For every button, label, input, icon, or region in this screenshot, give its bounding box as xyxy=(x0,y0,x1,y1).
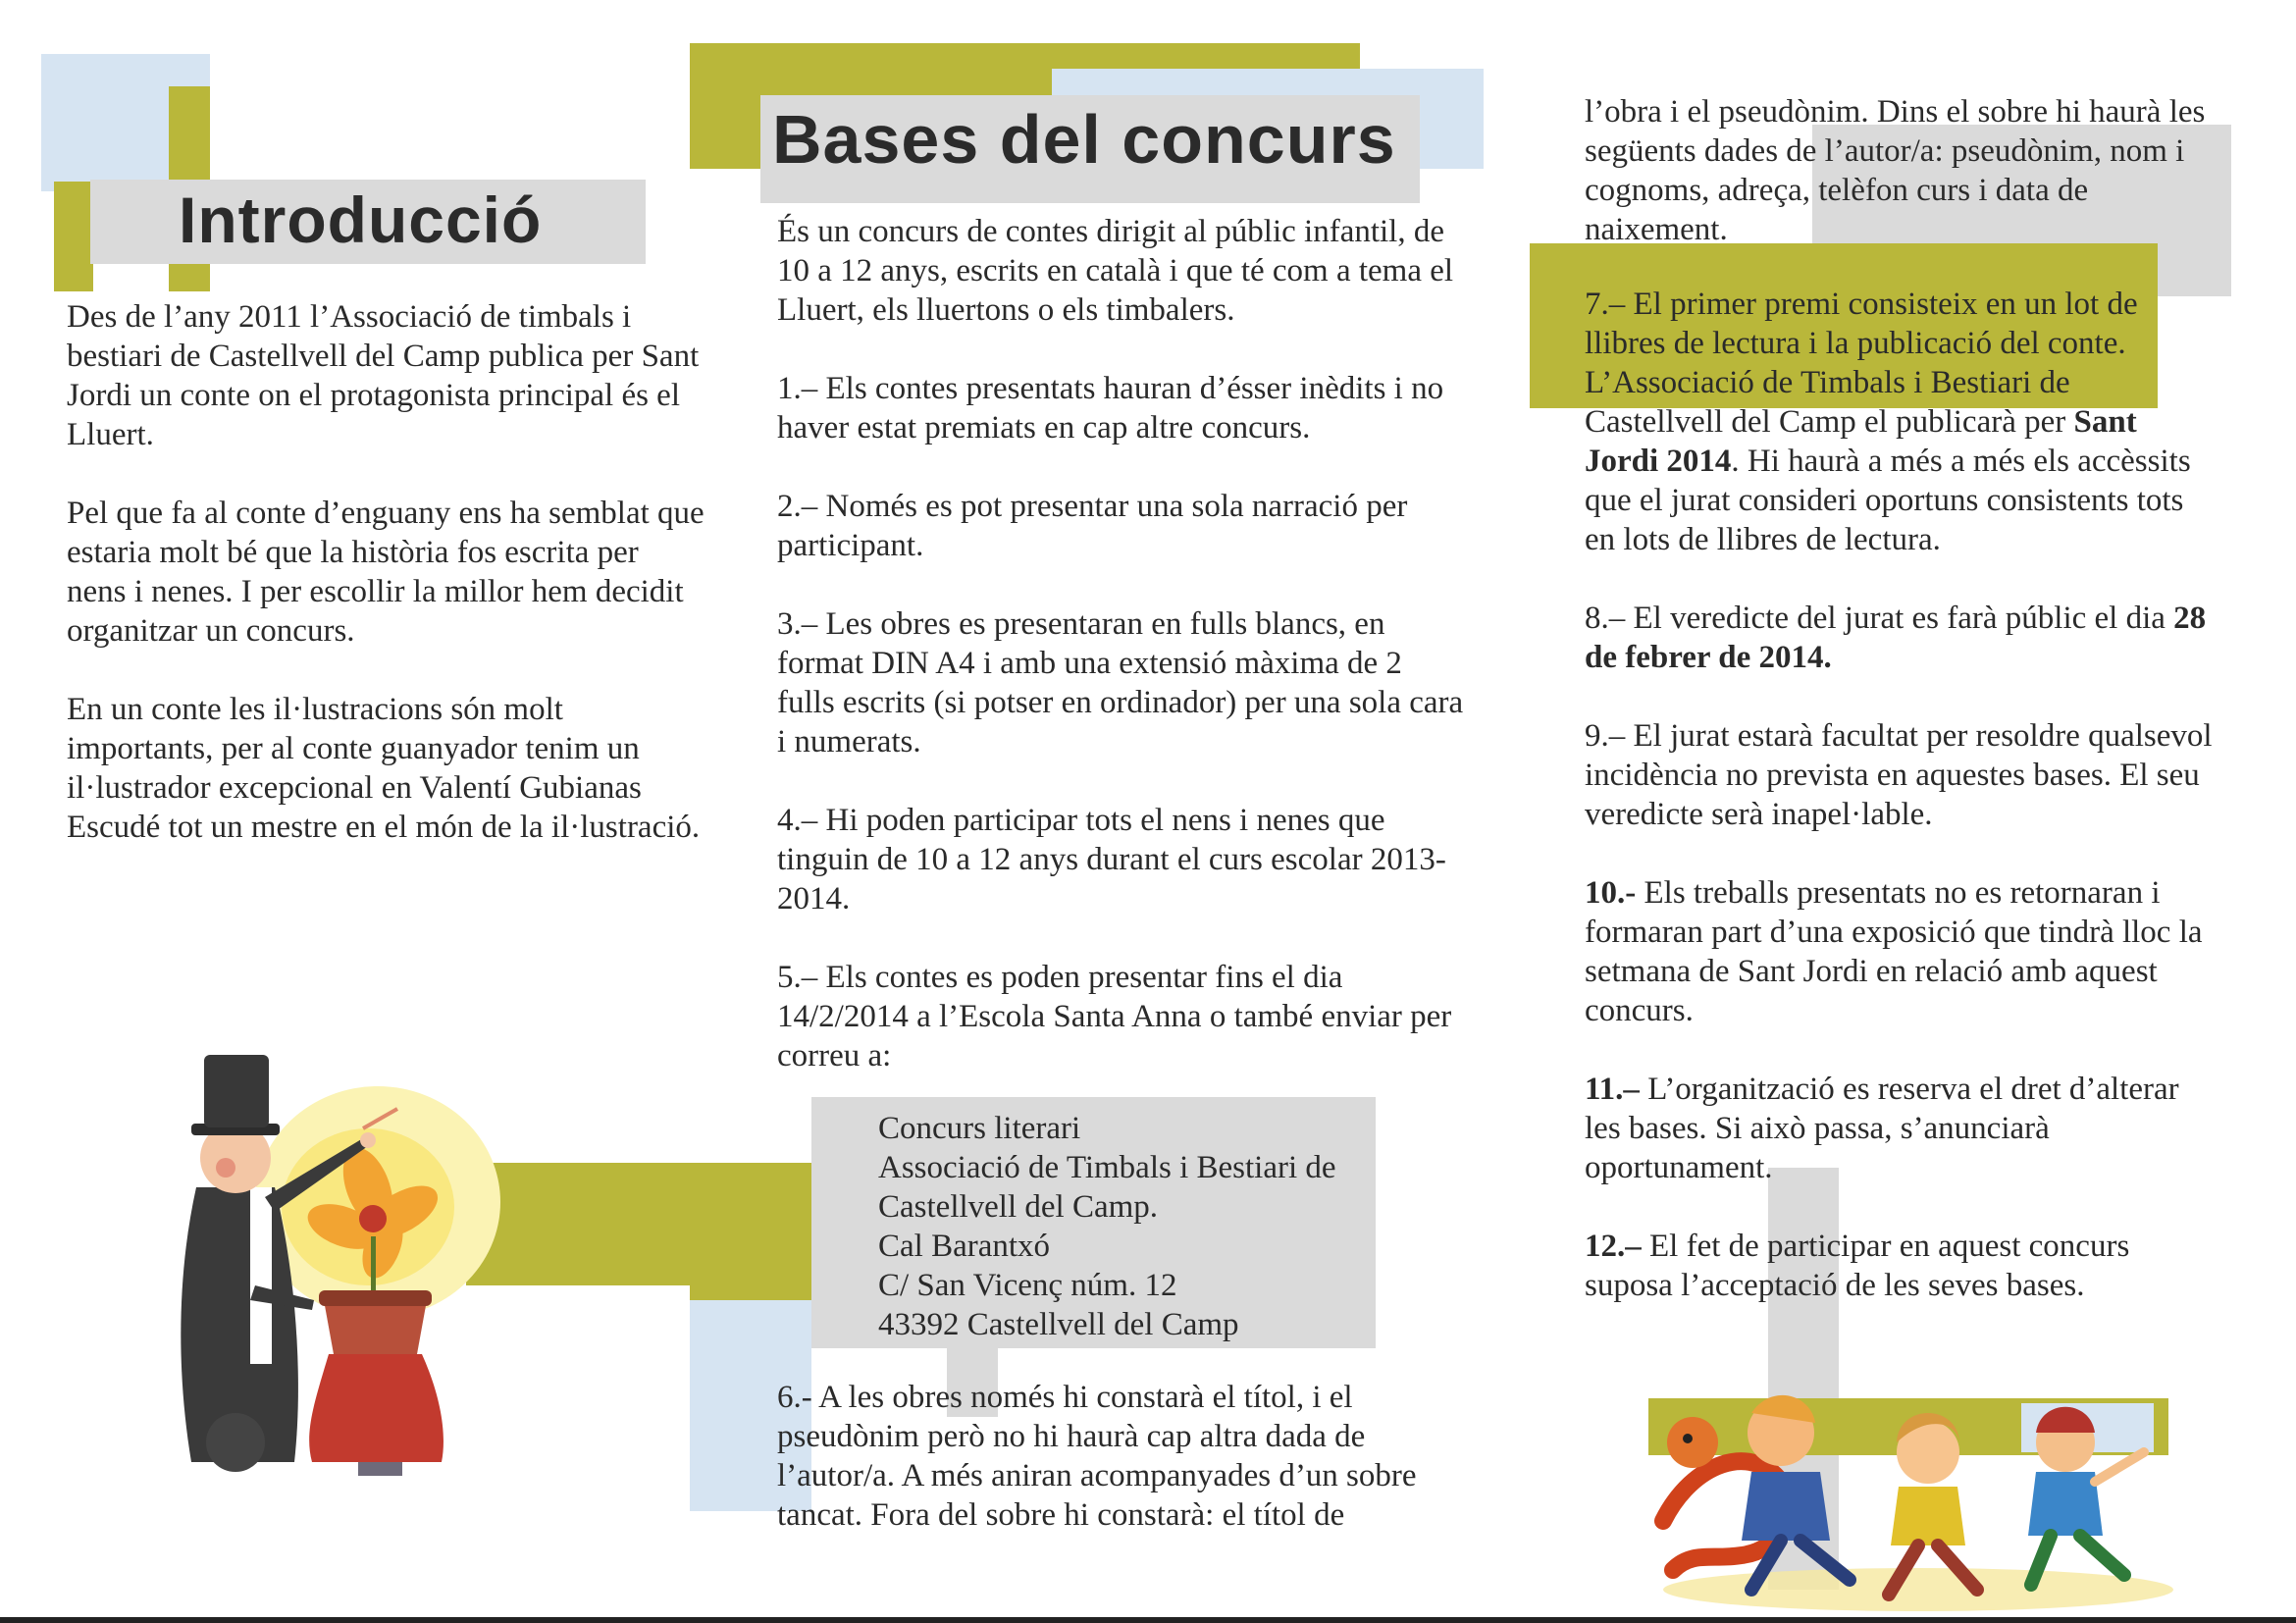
magician-illustration xyxy=(157,1050,549,1482)
address-line: 43392 Castellvell del Camp xyxy=(878,1307,1239,1342)
address-line: Castellvell del Camp. xyxy=(878,1189,1159,1225)
rule-number: 9.– xyxy=(1585,718,1626,754)
rule-number: 8.– xyxy=(1585,601,1626,636)
rule-number: 11.– xyxy=(1585,1072,1640,1107)
rule-text: Els treballs presentats no es retornaran i formaran part d’una exposició que tindrà lloc la setmana de Sant Jordi en relació amb aquest concurs. xyxy=(1585,875,2203,1028)
rule-6-continued: l’obra i el pseudònim. Dins el sobre hi haurà les següents dades de l’autor/a: pseudònim, nom i cognoms, adreça, telèfon curs i data de naixement. xyxy=(1585,94,2206,247)
rule-text: El fet de participar en aquest concurs suposa l’acceptació de les seves bases. xyxy=(1585,1229,2130,1303)
rule-text: Només es pot presentar una sola narració per participant. xyxy=(777,489,1408,563)
intro-paragraph-1: Des de l’any 2011 l’Associació de timbals i bestiari de Castellvell del Camp publica per Sant Jordi un conte on el protagonista principal és el Lluert. xyxy=(67,299,700,452)
rule-text: Hi poden participar tots el nens i nenes que tinguin de 10 a 12 anys durant el curs escolar 2013-2014. xyxy=(777,803,1446,916)
rule-text: El veredicte del jurat es farà públic el dia xyxy=(1625,601,2174,636)
rule-number: 4.– xyxy=(777,803,818,838)
decor-block xyxy=(54,182,93,291)
address-line: Concurs literari xyxy=(878,1111,1081,1146)
address-line: Associació de Timbals i Bestiari de xyxy=(878,1150,1336,1185)
rule-6 xyxy=(777,1378,1444,1535)
bases-heading: Bases del concurs xyxy=(772,101,1396,178)
bases-intro: És un concurs de contes dirigit al públic infantil, de 10 a 12 anys, escrits en català i que té com a tema el Lluert, els lluertons o els timbalers. xyxy=(777,214,1454,328)
rule-3 xyxy=(777,604,1464,761)
rule-1 xyxy=(777,369,1464,447)
rule-number: 2.– xyxy=(777,489,818,524)
rule-highlight: 28 de febrer de 2014. xyxy=(1585,601,2207,675)
rule-text: Les obres es presentaran en fulls blancs, en format DIN A4 i amb una extensió màxima de 2 fulls escrits (si potser en ordinador) per una sola cara i numerats. xyxy=(777,606,1464,759)
intro-heading: Introducció xyxy=(179,183,543,256)
page-edge xyxy=(0,1617,2296,1623)
address-line: C/ San Vicenç núm. 12 xyxy=(878,1268,1177,1303)
bases-column xyxy=(777,212,1464,1115)
intro-paragraph-2: Pel que fa al conte d’enguany ens ha semblat que estaria molt bé que la història fos escrita per nens i nenes. I per escollir la millor hem decidit organitzar un concurs. xyxy=(67,496,704,649)
rule-5 xyxy=(777,958,1464,1075)
rule-2 xyxy=(777,487,1464,565)
rule-text: . Hi haurà a més a més els accèssits que el jurat consideri oportuns consistents tots en lots de llibres de lectura. xyxy=(1585,444,2191,557)
rule-10 xyxy=(1585,873,2213,1030)
rule-text: A les obres només hi constarà el títol, i el pseudònim però no hi haurà cap altra dada de l’autor/a. A més aniran acompanyades d’un sobre tancat. Fora del sobre hi constarà: el títol de xyxy=(777,1380,1417,1533)
postal-address xyxy=(811,1097,1376,1348)
rule-text: L’organització es reserva el dret d’alterar les bases. Si això passa, s’anunciarà oportunament. xyxy=(1585,1072,2179,1185)
address-line: Cal Barantxó xyxy=(878,1229,1051,1264)
rule-number: 1.– xyxy=(777,371,818,406)
rule-8 xyxy=(1585,599,2213,677)
rule-text: El primer premi consisteix en un lot de llibres de lectura i la publicació del conte. L’Associació de Timbals i Bestiari de Castellvell del Camp el publicarà per xyxy=(1585,287,2138,440)
rules-column-continued xyxy=(1585,92,2213,1344)
rule-number: 5.– xyxy=(777,960,818,995)
rule-number: 12.– xyxy=(1585,1229,1642,1264)
rule-number: 7.– xyxy=(1585,287,1626,322)
running-kids-illustration xyxy=(1634,1374,2183,1619)
intro-paragraph-3: En un conte les il·lustracions són molt importants, per al conte guanyador tenim un il·lustrador excepcional en Valentí Gubianas Escudé tot un mestre en el món de la il·lustració. xyxy=(67,692,701,845)
rule-7 xyxy=(1585,285,2213,559)
rule-highlight: Sant Jordi 2014 xyxy=(1585,404,2137,479)
rule-number: 3.– xyxy=(777,606,818,642)
rule-4 xyxy=(777,801,1464,918)
rule-number: 10.- xyxy=(1585,875,1637,911)
rule-6-block xyxy=(777,1378,1444,1574)
rule-11 xyxy=(1585,1070,2213,1187)
rule-9 xyxy=(1585,716,2213,834)
intro-column xyxy=(67,297,704,886)
rule-text: Els contes presentats hauran d’ésser inèdits i no haver estat premiats en cap altre concurs. xyxy=(777,371,1444,445)
rule-text: El jurat estarà facultat per resoldre qualsevol incidència no prevista en aquestes bases. El seu veredicte serà inapel·lable. xyxy=(1585,718,2213,832)
rule-text: Els contes es poden presentar fins el dia 14/2/2014 a l’Escola Santa Anna o també enviar per correu a: xyxy=(777,960,1452,1073)
rule-number: 6.- xyxy=(777,1380,812,1415)
rule-12 xyxy=(1585,1227,2213,1305)
